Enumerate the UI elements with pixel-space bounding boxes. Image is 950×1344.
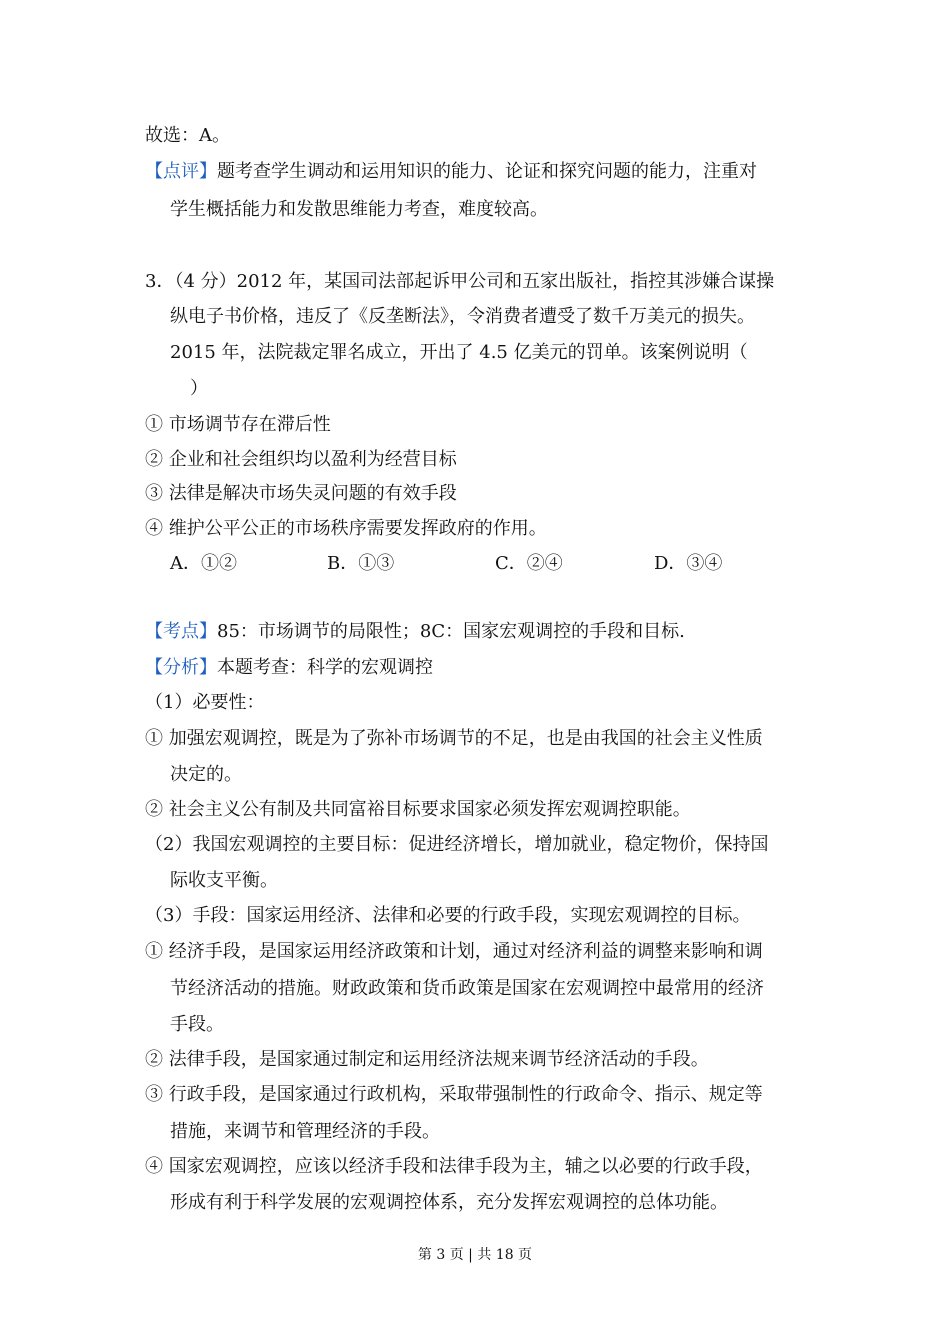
analysis-line: ② 法律手段，是国家通过制定和运用经济法规来调节经济活动的手段。 (145, 1049, 709, 1070)
question-item: ③ 法律是解决市场失灵问题的有效手段 (145, 483, 457, 504)
analysis-line: （2）我国宏观调控的主要目标：促进经济增长，增加就业，稳定物价，保持国 (145, 834, 769, 855)
kaodian-tag: 【考点】 (145, 621, 217, 642)
fenxi-tag: 【分析】 (145, 657, 217, 678)
comment-text: 题考查学生调动和运用知识的能力、论证和探究问题的能力，注重对 (217, 161, 757, 182)
question-stem-4: ） (190, 378, 208, 399)
comment-line (145, 160, 757, 184)
question-item: ④ 维护公平公正的市场秩序需要发挥政府的作用。 (145, 518, 547, 539)
comment-line-2: 学生概括能力和发散思维能力考查，难度较高。 (170, 199, 548, 220)
kaodian-text: 85：市场调节的局限性；8C：国家宏观调控的手段和目标. (217, 621, 685, 642)
analysis-line: 形成有利于科学发展的宏观调控体系，充分发挥宏观调控的总体功能。 (170, 1192, 728, 1213)
analysis-line: 措施，来调节和管理经济的手段。 (170, 1121, 440, 1142)
option-d: D．③④ (654, 553, 723, 574)
question-item: ① 市场调节存在滞后性 (145, 414, 331, 435)
analysis-line: ④ 国家宏观调控，应该以经济手段和法律手段为主，辅之以必要的行政手段， (145, 1156, 763, 1177)
option-a: A．①② (170, 553, 237, 574)
question-stem-3: 2015 年，法院裁定罪名成立，开出了 4.5 亿美元的罚单。该案例说明（ (170, 342, 748, 363)
option-c: C．②④ (495, 553, 563, 574)
analysis-line: 手段。 (170, 1014, 224, 1035)
fenxi-text: 本题考查：科学的宏观调控 (217, 657, 433, 678)
option-b: B．①③ (327, 553, 395, 574)
analysis-line: ① 经济手段，是国家运用经济政策和计划，通过对经济利益的调整来影响和调 (145, 941, 763, 962)
question-stem-1: 3．（4 分）2012 年，某国司法部起诉甲公司和五家出版社，指控其涉嫌合谋操 (145, 271, 775, 292)
analysis-line: （1）必要性： (145, 692, 265, 713)
analysis-line: （3）手段：国家运用经济、法律和必要的行政手段，实现宏观调控的目标。 (145, 905, 751, 926)
kaodian-line (145, 620, 685, 644)
comment-tag: 【点评】 (145, 161, 217, 182)
page-footer: 第 3 页 | 共 18 页 (417, 1247, 533, 1263)
answer-line: 故选：A。 (145, 125, 230, 146)
analysis-line: 决定的。 (170, 764, 242, 785)
fenxi-line (145, 656, 433, 680)
analysis-line: ③ 行政手段，是国家通过行政机构，采取带强制性的行政命令、指示、规定等 (145, 1084, 763, 1105)
analysis-line: 节经济活动的措施。财政政策和货币政策是国家在宏观调控中最常用的经济 (170, 978, 764, 999)
question-stem-2: 纵电子书价格，违反了《反垄断法》，令消费者遭受了数千万美元的损失。 (170, 306, 755, 327)
question-item: ② 企业和社会组织均以盈利为经营目标 (145, 449, 457, 470)
analysis-line: 际收支平衡。 (170, 870, 278, 891)
analysis-line: ① 加强宏观调控，既是为了弥补市场调节的不足，也是由我国的社会主义性质 (145, 728, 763, 749)
analysis-line: ② 社会主义公有制及共同富裕目标要求国家必须发挥宏观调控职能。 (145, 799, 691, 820)
